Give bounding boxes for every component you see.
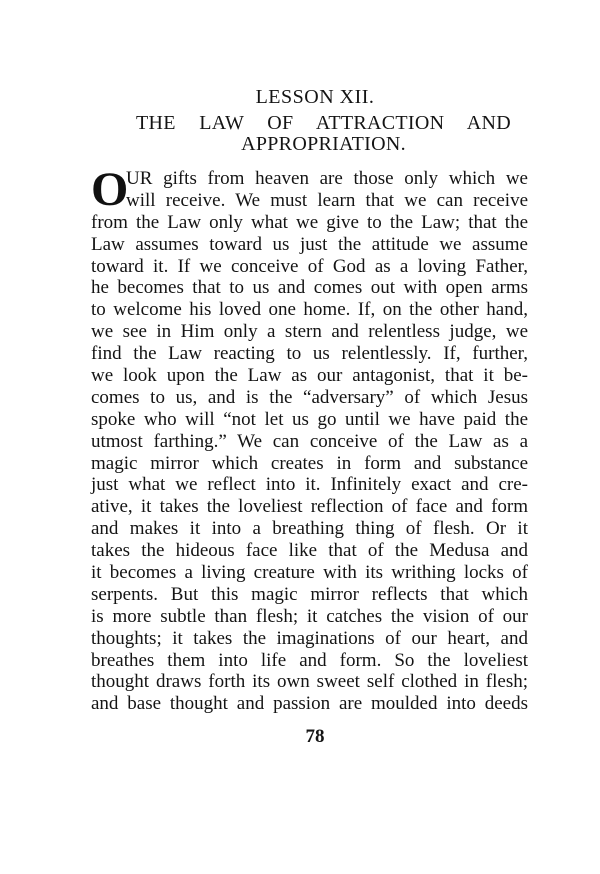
title-line: THE LAW OF ATTRACTION AND <box>136 112 511 134</box>
text-line: thought draws forth its own sweet self clothed in flesh; <box>91 671 528 693</box>
page-number: 78 <box>305 726 325 747</box>
text-line: magic mirror which creates in form and substance <box>91 452 528 474</box>
text-line: he becomes that to us and comes out with open arms <box>91 277 528 299</box>
text-line: it becomes a living creature with its writhing locks of <box>91 562 528 584</box>
text-line: comes to us, and is the “adversary” of which Jesus <box>91 386 528 408</box>
text-line: find the Law reacting to us relentlessly. If, further, <box>91 343 528 365</box>
text-line: spoke who will “not let us go until we have paid the <box>91 408 528 430</box>
text-line: toward it. If we conceive of God as a loving Father, <box>91 255 528 277</box>
text-line: we see in Him only a stern and relentless judge, we <box>91 321 528 343</box>
text-line: is more subtle than flesh; it catches the vision of our <box>91 605 528 627</box>
title-line: APPROPRIATION. <box>241 133 406 155</box>
text-line: ative, it takes the loveliest reflection of face and form <box>91 496 528 518</box>
text-line: Law assumes toward us just the attitude we assume <box>91 233 528 255</box>
text-line: serpents. But this magic mirror reflects that which <box>91 583 528 605</box>
text-line: from the Law only what we give to the Law; that the <box>91 211 528 233</box>
lesson-title <box>136 113 511 155</box>
text-line: just what we reflect into it. Infinitely exact and cre- <box>91 474 528 496</box>
text-line: utmost farthing.” We can conceive of the Law as a <box>91 430 528 452</box>
drop-cap: O <box>91 163 129 216</box>
text-line: and makes it into a breathing thing of flesh. Or it <box>91 518 528 540</box>
text-line: thoughts; it takes the imaginations of our heart, and <box>91 627 528 649</box>
text-line: UR gifts from heaven are those only which we <box>126 168 528 189</box>
text-line: will receive. We must learn that we can receive <box>126 189 528 211</box>
text-line: to welcome his loved one home. If, on the other hand, <box>91 299 528 321</box>
body-paragraph <box>91 163 528 715</box>
text-line: and base thought and passion are moulded into deeds <box>91 693 528 715</box>
text-line: takes the hideous face like that of the Medusa and <box>91 540 528 562</box>
text-line: we look upon the Law as our antagonist, that it be- <box>91 365 528 387</box>
lesson-number: LESSON XII. <box>255 86 375 108</box>
text-line: breathes them into life and form. So the loveliest <box>91 649 528 671</box>
